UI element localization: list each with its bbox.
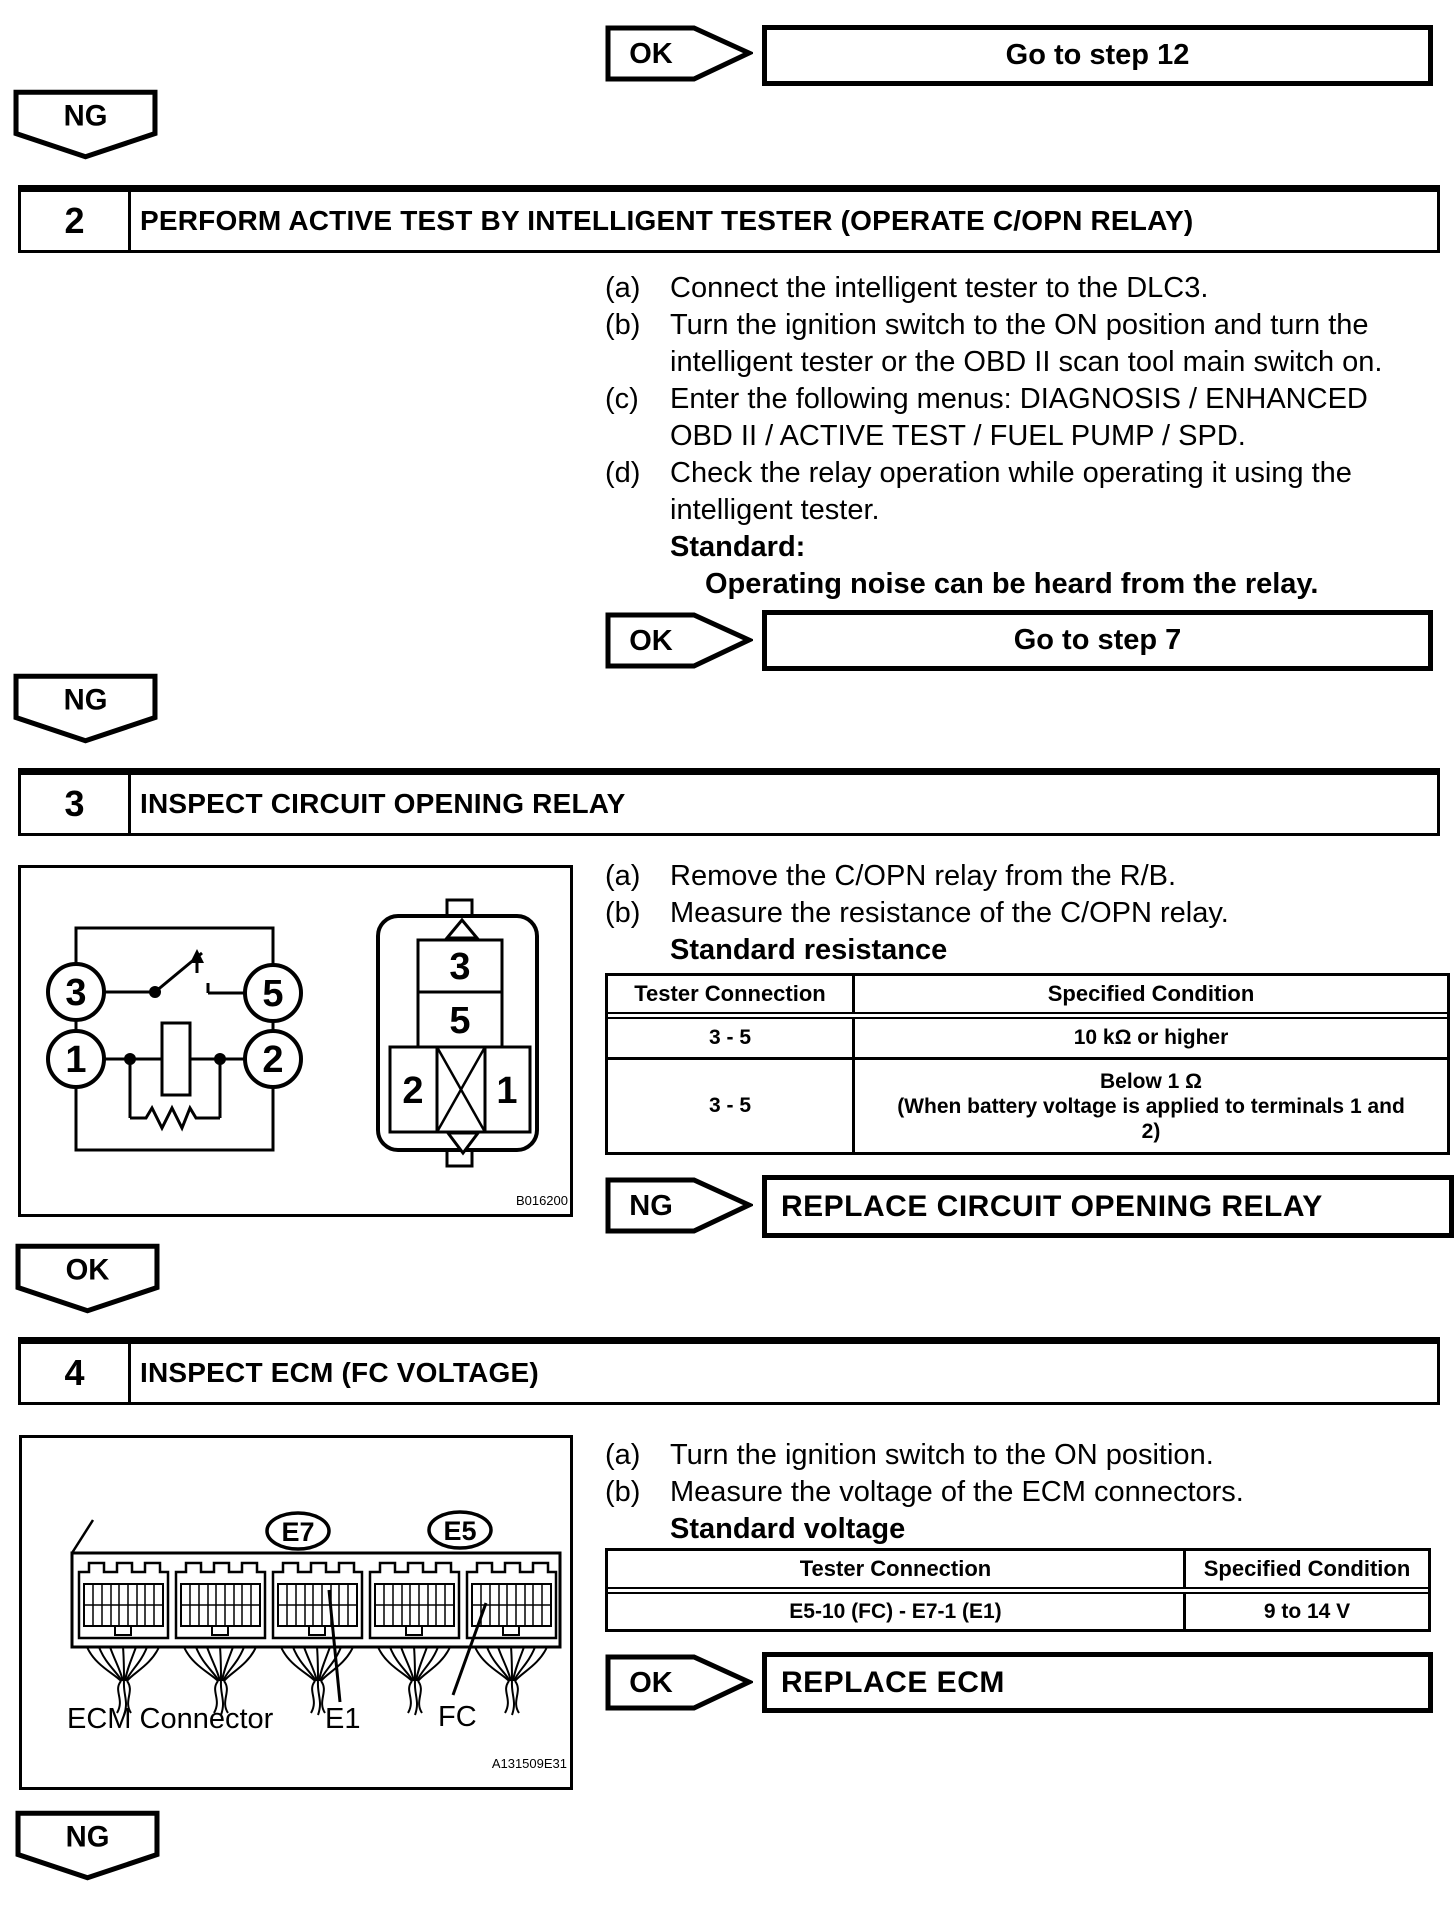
col-header-tester-connection: Tester Connection — [608, 976, 855, 1012]
ng-label: NG — [63, 100, 108, 133]
layout-pin-5: 5 — [449, 1000, 471, 1042]
list-item: (d) Check the relay operation while operating it using the — [605, 457, 1352, 489]
result-text: REPLACE ECM — [781, 1665, 1005, 1699]
result-box-replace-relay — [762, 1175, 1454, 1238]
cell-condition: 9 to 14 V — [1263, 1599, 1351, 1623]
result-box-replace-ecm — [762, 1652, 1433, 1713]
ng-label: NG — [629, 1190, 673, 1222]
table-row — [608, 1019, 1447, 1057]
step3-number: 3 — [21, 775, 131, 833]
table-header-row — [608, 976, 1447, 1019]
list-item: (a) Turn the ignition switch to the ON position. — [605, 1439, 1214, 1471]
result-box-go-to-step-7 — [762, 610, 1433, 671]
cell-connection: E5-10 (FC) - E7-1 (E1) — [608, 1594, 1186, 1629]
ok-arrow-step4 — [605, 1654, 753, 1716]
standard-label: Standard resistance — [670, 934, 948, 966]
standard-value: Operating noise can be heard from the relay. — [705, 568, 1319, 600]
pin-5-label: 5 — [262, 973, 284, 1015]
ok-label: OK — [629, 625, 673, 657]
ecm-connector-figure — [19, 1435, 573, 1795]
step3-header — [18, 768, 1440, 836]
relay-circuit-drawing — [18, 865, 573, 1217]
cell-condition: 10 kΩ or higher — [1073, 1026, 1229, 1049]
layout-pin-1: 1 — [496, 1070, 518, 1112]
step4-title: INSPECT ECM (FC VOLTAGE) — [140, 1357, 539, 1388]
step2-header — [18, 185, 1440, 253]
ok-arrow-step2 — [605, 612, 753, 674]
step2-title: PERFORM ACTIVE TEST BY INTELLIGENT TESTER (OPERATE C/OPN RELAY) — [140, 205, 1194, 236]
pin-2-label: 2 — [262, 1039, 284, 1081]
right-pentagon-shape — [605, 1177, 753, 1234]
standard-label: Standard: — [670, 531, 806, 563]
ng-label: NG — [65, 1821, 110, 1854]
down-pentagon-shape — [13, 89, 158, 161]
list-item: (b) Turn the ignition switch to the ON position and turn the — [605, 309, 1369, 341]
connector-e5-label: E5 — [443, 1516, 477, 1546]
down-pentagon-shape — [13, 673, 158, 745]
e1-terminal-label: E1 — [325, 1703, 361, 1735]
table-header-row — [608, 1551, 1428, 1594]
ng-arrow-down-2 — [13, 673, 158, 750]
relay-circuit-figure — [18, 865, 573, 1222]
col-header-tester-connection: Tester Connection — [608, 1551, 1186, 1587]
down-pentagon-shape — [15, 1243, 160, 1315]
standard-label: Standard voltage — [670, 1513, 906, 1545]
ok-arrow-down-1 — [15, 1243, 160, 1320]
step2-instructions — [605, 270, 1455, 603]
pin-3-label: 3 — [65, 972, 87, 1014]
ok-arrow-top — [605, 25, 753, 87]
ng-arrow-step3 — [605, 1177, 753, 1239]
ok-label: OK — [65, 1254, 110, 1287]
cell-connection: 3 - 5 — [608, 1060, 855, 1152]
cell-condition: Below 1 Ω (When battery voltage is applied to terminals 1 and 2) — [897, 1069, 1405, 1143]
step4-instructions — [605, 1437, 1455, 1548]
down-pentagon-shape — [15, 1810, 160, 1882]
ecm-connector-label: ECM Connector — [67, 1703, 274, 1735]
result-box-go-to-step-12 — [762, 25, 1433, 86]
resistance-spec-table — [605, 973, 1450, 1155]
ok-label: OK — [629, 38, 673, 70]
ng-arrow-down-1 — [13, 89, 158, 166]
list-item: (b) Measure the resistance of the C/OPN relay. — [605, 897, 1229, 929]
fc-terminal-label: FC — [438, 1701, 477, 1733]
ng-label: NG — [63, 684, 108, 717]
step4-header — [18, 1337, 1440, 1405]
step3-title: INSPECT CIRCUIT OPENING RELAY — [140, 788, 626, 819]
layout-pin-2: 2 — [402, 1070, 424, 1112]
list-item: OBD II / ACTIVE TEST / FUEL PUMP / SPD. — [670, 420, 1246, 452]
result-text: REPLACE CIRCUIT OPENING RELAY — [781, 1189, 1323, 1223]
connector-e7-label: E7 — [281, 1517, 315, 1547]
cell-connection: 3 - 5 — [608, 1019, 855, 1057]
right-pentagon-shape — [605, 1654, 753, 1711]
table-row — [608, 1594, 1428, 1629]
col-header-specified-condition: Specified Condition — [1047, 981, 1255, 1006]
list-item: (b) Measure the voltage of the ECM connectors. — [605, 1476, 1244, 1508]
list-item: intelligent tester. — [670, 494, 880, 526]
voltage-spec-table — [605, 1548, 1431, 1632]
list-item: (a) Connect the intelligent tester to the DLC3. — [605, 272, 1209, 304]
ok-label: OK — [629, 1667, 673, 1699]
ng-arrow-down-3 — [15, 1810, 160, 1887]
list-item: intelligent tester or the OBD II scan tool main switch on. — [670, 346, 1383, 378]
right-pentagon-shape — [605, 612, 753, 669]
step3-instructions — [605, 858, 1455, 969]
step2-number: 2 — [21, 192, 131, 250]
col-header-specified-condition: Specified Condition — [1203, 1556, 1411, 1581]
result-text: Go to step 12 — [1005, 39, 1190, 71]
list-item: (a) Remove the C/OPN relay from the R/B. — [605, 860, 1177, 892]
result-text: Go to step 7 — [1013, 624, 1182, 656]
figure-code: A131509E31 — [491, 1756, 567, 1771]
figure-code: B016200 — [515, 1193, 568, 1208]
pin-1-label: 1 — [65, 1039, 87, 1081]
table-row — [608, 1057, 1447, 1152]
ecm-connector-drawing — [19, 1435, 573, 1790]
list-item: (c) Enter the following menus: DIAGNOSIS / ENHANCED — [605, 383, 1368, 415]
step4-number: 4 — [21, 1344, 131, 1402]
layout-pin-3: 3 — [449, 946, 471, 988]
right-pentagon-shape — [605, 25, 753, 82]
